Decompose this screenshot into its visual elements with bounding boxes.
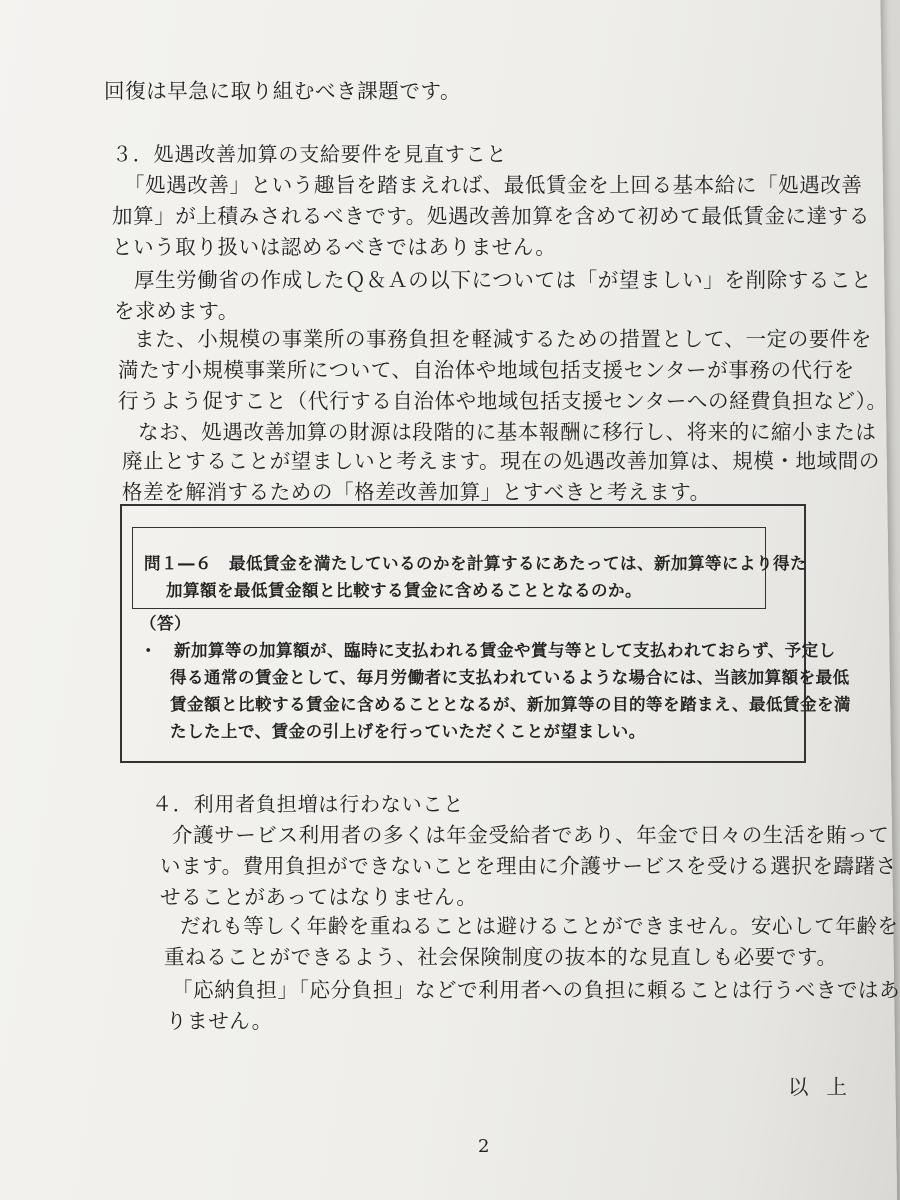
section3-line: 廃止とすることが望ましいと考えます。現在の処遇改善加算は、規模・地域間の: [122, 449, 880, 473]
closing-mark: 以上: [788, 1075, 865, 1099]
page-number: 2: [478, 1136, 490, 1157]
section3-line: という取り扱いは認めるべきではありません。: [112, 235, 557, 259]
answer-line: ・ 新加算等の加算額が、臨時に支払われる賃金や賞与等として支払われておらず、予定し: [140, 641, 836, 660]
question-line: 問１―６ 最低賃金を満たしているのかを計算するにあたっては、新加算等により得た: [144, 554, 807, 573]
section3-line: 厚生労働省の作成したＱ＆Ａの以下については「が望ましい」を削除すること: [134, 268, 873, 292]
question-line: 加算額を最低賃金額と比較する賃金に含めることとなるのか。: [166, 581, 642, 600]
section4-line: せることがあってはなりません。: [160, 885, 478, 909]
section3-line: 「処遇改善」という趣旨を踏まえれば、最低賃金を上回る基本給に「処遇改善: [124, 173, 863, 197]
section3-line: 満たす小規模事業所について、自治体や地域包括支援センターが事務の代行を: [118, 358, 855, 382]
section3-line: なお、処遇改善加算の財源は段階的に基本報酬に移行し、将来的に縮小または: [138, 420, 877, 444]
section3-line: また、小規模の事業所の事務負担を軽減するための措置として、一定の要件を: [134, 327, 873, 351]
section4-line: だれも等しく年齢を重ねることは避けることができません。安心して年齢を: [180, 914, 899, 938]
section3-line: 行うよう促すこと（代行する自治体や地域包括支援センターへの経費負担など）。: [118, 389, 888, 413]
section4-line: りません。: [166, 1009, 273, 1033]
answer-line: 賃金額と比較する賃金に含めることとなるが、新加算等の目的等を踏まえ、最低賃金を満: [170, 695, 851, 714]
section4-line: 重ねることができるよう、社会保険制度の抜本的な見直しも必要です。: [164, 945, 838, 969]
section3-line: を求めます。: [114, 299, 239, 323]
section4-line: 「応納負担」「応分負担」などで利用者への負担に頼ることは行うべきではあ: [172, 978, 900, 1002]
section4-line: います。費用負担ができないことを理由に介護サービスを受ける選択を躊躇さ: [160, 854, 897, 878]
section3-line: 格差を解消するための「格差改善加算」とすべきと考えます。: [122, 480, 711, 504]
answer-line: 得る通常の賃金として、毎月労働者に支払われているような場合には、当該加算額を最低: [170, 668, 850, 687]
section3-line: 加算」が上積みされるべきです。処遇改善加算を含めて初めて最低賃金に達する: [112, 204, 870, 228]
intro-line: 回復は早急に取り組むべき課題です。: [104, 79, 462, 103]
section4-heading: ４．利用者負担増は行わないこと: [152, 792, 464, 816]
section4-line: 介護サービス利用者の多くは年金受給者であり、年金で日々の生活を賄って: [172, 823, 890, 847]
section3-heading: ３．処遇改善加算の支給要件を見直すこと: [112, 142, 508, 166]
answer-line: たした上で、賃金の引上げを行っていただくことが望ましい。: [170, 722, 646, 741]
answer-label: （答）: [140, 614, 191, 633]
